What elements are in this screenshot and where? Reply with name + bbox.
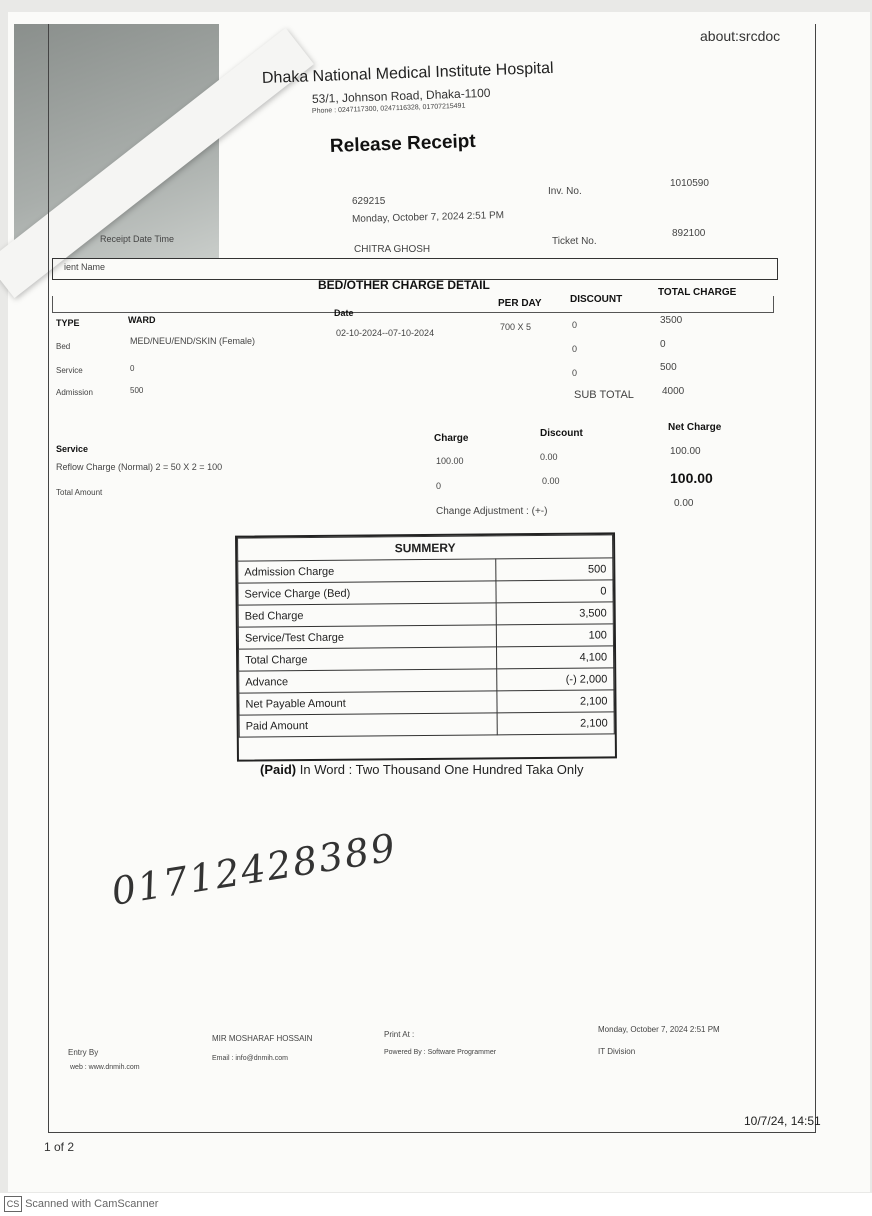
row-ward: MED/NEU/END/SKIN (Female) bbox=[130, 336, 256, 346]
service-title: Service bbox=[56, 444, 89, 454]
summary-value: 500 bbox=[496, 558, 613, 581]
it-division: IT Division bbox=[598, 1047, 636, 1056]
row-total: 0 bbox=[660, 339, 666, 350]
invoice-number: 1010590 bbox=[670, 178, 709, 189]
row-discount: 0 bbox=[572, 368, 578, 378]
paid-words: In Word : Two Thousand One Hundred Taka Only bbox=[299, 762, 584, 777]
summary-row bbox=[238, 558, 613, 583]
handwritten-phone: 01712428389 bbox=[108, 825, 400, 914]
col-discount: DISCOUNT bbox=[570, 294, 623, 305]
col-ward: WARD bbox=[128, 315, 156, 325]
summary-label: Bed Charge bbox=[238, 603, 496, 627]
summary-label: Net Payable Amount bbox=[239, 691, 497, 715]
change-adjustment-value: 0.00 bbox=[674, 498, 694, 509]
summary-row bbox=[238, 602, 613, 627]
row-discount: 0 bbox=[572, 344, 578, 354]
detail-header-line bbox=[52, 296, 774, 313]
summary-value: (-) 2,000 bbox=[497, 668, 614, 691]
entry-by-name: MIR MOSHARAF HOSSAIN bbox=[212, 1034, 313, 1043]
row-total: 500 bbox=[660, 362, 677, 373]
summary-label: Service/Test Charge bbox=[238, 625, 496, 649]
summary-value: 3,500 bbox=[496, 602, 613, 625]
powered-by: Powered By : Software Programmer bbox=[384, 1049, 497, 1056]
service-line-net: 100.00 bbox=[670, 446, 701, 457]
summary-label: Advance bbox=[239, 669, 497, 693]
summary-table bbox=[235, 532, 617, 761]
summary-label: Paid Amount bbox=[239, 713, 497, 737]
row-type: Bed bbox=[56, 342, 71, 351]
col-total-charge: TOTAL CHARGE bbox=[658, 287, 737, 298]
total-charge: 0 bbox=[436, 481, 442, 491]
print-timestamp: 10/7/24, 14:51 bbox=[744, 1114, 821, 1128]
bed-detail-title: BED/OTHER CHARGE DETAIL bbox=[318, 278, 490, 292]
subtotal-label: SUB TOTAL bbox=[574, 389, 634, 401]
page-indicator: 1 of 2 bbox=[44, 1140, 75, 1154]
summary-row bbox=[239, 668, 614, 693]
summary-value: 100 bbox=[496, 624, 613, 647]
row-type: Service bbox=[56, 366, 83, 375]
camscanner-icon: CS bbox=[4, 1196, 22, 1212]
invoice-label: Inv. No. bbox=[548, 186, 582, 197]
patient-name-label: ient Name bbox=[64, 262, 106, 272]
paid-prefix: (Paid) bbox=[260, 762, 297, 777]
summary-row bbox=[239, 646, 614, 671]
scanner-text: Scanned with CamScanner bbox=[25, 1197, 159, 1210]
summary-row bbox=[238, 624, 613, 649]
col-date: Date bbox=[334, 308, 354, 318]
email-address: Email : info@dnmih.com bbox=[212, 1055, 288, 1062]
subtotal-value: 4000 bbox=[662, 386, 685, 397]
patient-name: CHITRA GHOSH bbox=[354, 244, 431, 255]
receipt-datetime: Monday, October 7, 2024 2:51 PM bbox=[351, 210, 505, 225]
row-total: 3500 bbox=[660, 315, 683, 326]
summary-title: SUMMERY bbox=[238, 535, 613, 561]
col-per-day: PER DAY bbox=[498, 298, 542, 309]
print-at-label: Print At : bbox=[384, 1030, 415, 1039]
row-ward: 500 bbox=[130, 386, 144, 395]
summary-label: Admission Charge bbox=[238, 559, 496, 583]
summary-row bbox=[238, 580, 613, 605]
summary-row bbox=[239, 690, 614, 715]
web-address: web : www.dnmih.com bbox=[70, 1064, 140, 1071]
row-ward: 0 bbox=[130, 364, 135, 373]
summary-row bbox=[239, 712, 614, 737]
browser-label: about:srcdoc bbox=[700, 28, 781, 44]
service-net-header: Net Charge bbox=[668, 422, 722, 433]
hospital-phone: Phone : 0247117300, 0247116328, 01707215491 bbox=[311, 102, 466, 115]
total-net: 100.00 bbox=[670, 470, 713, 486]
row-type: Admission bbox=[56, 388, 93, 397]
hospital-name: Dhaka National Medical Institute Hospital bbox=[261, 59, 554, 87]
hospital-address: 53/1, Johnson Road, Dhaka-1100 bbox=[311, 85, 491, 106]
entry-by-label: Entry By bbox=[68, 1048, 99, 1057]
ticket-label: Ticket No. bbox=[552, 236, 597, 247]
summary-value: 2,100 bbox=[497, 712, 614, 735]
summary-value: 2,100 bbox=[497, 690, 614, 713]
ticket-number: 892100 bbox=[672, 228, 706, 239]
receipt-number: 629215 bbox=[352, 196, 386, 207]
service-line-charge: 100.00 bbox=[436, 456, 464, 466]
summary-value: 4,100 bbox=[497, 646, 614, 669]
paid-in-words bbox=[260, 762, 584, 777]
service-discount-header: Discount bbox=[540, 428, 583, 439]
service-charge-header: Charge bbox=[434, 433, 469, 444]
total-amount-label: Total Amount bbox=[56, 488, 103, 497]
scanner-bar bbox=[0, 1193, 872, 1216]
total-discount: 0.00 bbox=[542, 476, 560, 486]
row-discount: 0 bbox=[572, 320, 578, 330]
receipt-date-label: Receipt Date Time bbox=[100, 234, 175, 244]
scanner-note bbox=[4, 1196, 158, 1212]
summary-value: 0 bbox=[496, 580, 613, 603]
row-per-day: 700 X 5 bbox=[500, 322, 532, 332]
summary-label: Service Charge (Bed) bbox=[238, 581, 496, 605]
service-line-desc: Reflow Charge (Normal) 2 = 50 X 2 = 100 bbox=[56, 462, 223, 472]
print-at-time: Monday, October 7, 2024 2:51 PM bbox=[598, 1025, 720, 1034]
summary-label: Total Charge bbox=[239, 647, 497, 671]
page-title: Release Receipt bbox=[329, 130, 477, 157]
col-type: TYPE bbox=[56, 318, 80, 328]
change-adjustment-label: Change Adjustment : (+-) bbox=[436, 506, 548, 517]
row-date: 02-10-2024--07-10-2024 bbox=[336, 328, 435, 338]
service-line-discount: 0.00 bbox=[540, 452, 558, 462]
detail-bar bbox=[52, 258, 778, 280]
